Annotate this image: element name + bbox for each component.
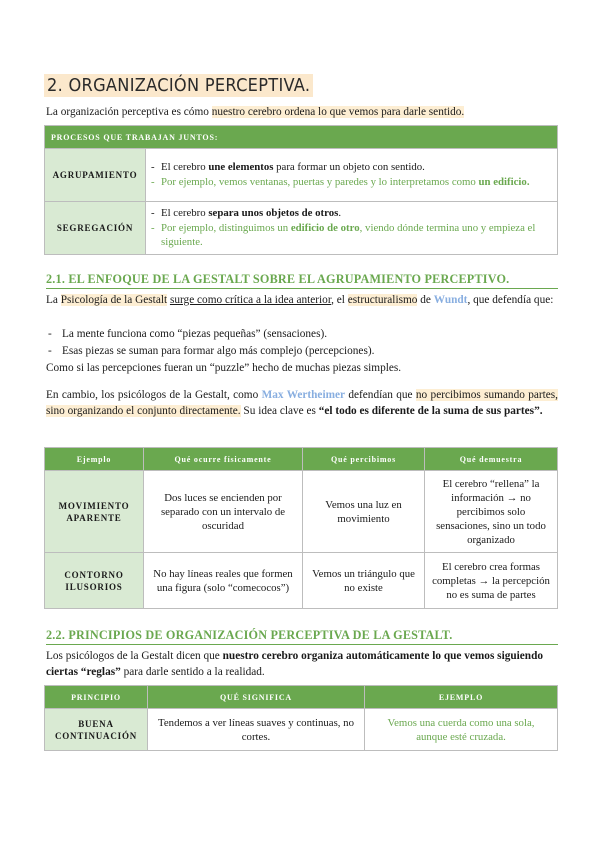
- list-item: - Esas piezas se suman para formar algo más complejo (percepciones).: [62, 343, 374, 359]
- gestalt-paragraph: [46, 292, 558, 308]
- wertheimer-name: Max Wertheimer: [261, 389, 346, 401]
- row-label-contorno: CONTORNO ILUSORIOS: [45, 553, 144, 609]
- table-cell: El cerebro “rellena” la información → no percibimos solo sensaciones, sino un todo organizado: [425, 471, 558, 553]
- wertheimer-paragraph: [46, 387, 558, 419]
- column-header: Ejemplo: [45, 448, 144, 471]
- bold-text: un edificio.: [478, 176, 530, 188]
- text: para darle sentido a la realidad.: [120, 666, 265, 678]
- table-cell: No hay líneas reales que formen una figura (solo “comecocos”): [144, 553, 303, 609]
- puzzle-paragraph: Como si las percepciones fueran un “puzzle” hecho de muchas piezas simples.: [46, 362, 402, 374]
- table-cell: Vemos una luz en movimiento: [303, 471, 425, 553]
- row-label-segregacion: SEGREGACIÓN: [45, 202, 146, 255]
- intro-text: La organización perceptiva es cómo: [46, 106, 212, 118]
- processes-table-header: PROCESOS QUE TRABAJAN JUNTOS:: [45, 126, 558, 149]
- processes-table: [44, 125, 558, 255]
- highlight-text: Psicología de la Gestalt: [60, 294, 168, 306]
- text: para formar un objeto con sentido.: [273, 160, 425, 173]
- row-content: [146, 202, 558, 255]
- table-cell: Vemos un triángulo que no existe: [303, 553, 425, 609]
- table-row: [45, 553, 558, 609]
- row-label-movimiento: MOVIMIENTO APARENTE: [45, 471, 144, 553]
- text: .: [338, 206, 342, 219]
- column-header: Qué demuestra: [425, 448, 558, 471]
- intro-paragraph: [46, 104, 558, 120]
- text: Los psicólogos de la Gestalt dicen que: [46, 650, 223, 662]
- list-item: [161, 161, 550, 175]
- text: , el: [331, 294, 348, 306]
- column-header: QUÉ SIGNIFICA: [148, 686, 365, 709]
- table-cell: Vemos una cuerda como una sola, aunque esté cruzada.: [365, 709, 558, 751]
- text: En cambio, los psicólogos de la Gestalt, como: [46, 389, 262, 401]
- section-heading-2-2: 2.2. PRINCIPIOS DE ORGANIZACIÓN PERCEPTIVA DE LA GESTALT.: [46, 628, 558, 645]
- text: Por ejemplo, vemos ventanas, puertas y paredes y lo interpretamos como: [161, 176, 479, 188]
- bold-text: nuestro cerebro organiza automáticamente lo que vemos siguiendo ciertas “reglas”: [46, 650, 544, 678]
- text: de: [417, 294, 434, 306]
- text: Su idea clave es: [240, 405, 319, 417]
- text: El cerebro: [161, 160, 209, 173]
- principles-paragraph: [46, 648, 558, 680]
- gestalt-examples-table: [44, 447, 558, 609]
- list-item: [161, 207, 550, 221]
- table-cell: El cerebro crea formas completas → la percepción no es suma de partes: [425, 553, 558, 609]
- table-row: [45, 149, 558, 202]
- text: defendían que: [345, 389, 416, 401]
- table-cell: Tendemos a ver líneas suaves y continuas, no cortes.: [148, 709, 365, 751]
- list-item: - La mente funciona como “piezas pequeñas” (sensaciones).: [62, 326, 327, 342]
- column-header: Qué ocurre físicamente: [144, 448, 303, 471]
- list-item: [161, 222, 550, 249]
- page-title: 2. ORGANIZACIÓN PERCEPTIVA.: [44, 74, 313, 97]
- column-header: EJEMPLO: [365, 686, 558, 709]
- section-heading-2-1: 2.1. EL ENFOQUE DE LA GESTALT SOBRE EL AGRUPAMIENTO PERCEPTIVO.: [46, 272, 558, 289]
- text: , que defendía que:: [467, 294, 554, 306]
- underlined-text: surge como crítica a la idea anterior: [169, 294, 332, 306]
- table-row: [45, 709, 558, 751]
- column-header: Qué percibimos: [303, 448, 425, 471]
- row-label-buena-continuacion: BUENA CONTINUACIÓN: [45, 709, 148, 751]
- principles-table: [44, 685, 558, 751]
- highlight-text: no percibimos sumando partes, sino organizando el conjunto directamente.: [46, 389, 559, 417]
- table-row: [45, 471, 558, 553]
- text: , viendo dónde termina uno y empieza el siguiente.: [161, 222, 536, 248]
- key-idea: “el todo es diferente de la suma de sus partes”.: [318, 405, 543, 417]
- highlight-text: estructuralismo: [347, 294, 418, 306]
- intro-highlight: nuestro cerebro ordena lo que vemos para darle sentido.: [211, 106, 465, 118]
- table-cell: Dos luces se encienden por separado con un intervalo de oscuridad: [144, 471, 303, 553]
- text: La: [46, 294, 61, 306]
- wundt-name: Wundt: [433, 294, 468, 306]
- list-item: [161, 176, 550, 190]
- text: Por ejemplo, distinguimos un: [161, 222, 291, 235]
- bold-text: une elementos: [208, 160, 274, 173]
- column-header: PRINCIPIO: [45, 686, 148, 709]
- table-row: [45, 202, 558, 255]
- bold-text: edificio de otro: [290, 222, 360, 235]
- row-label-agrupamiento: AGRUPAMIENTO: [45, 149, 146, 202]
- text: El cerebro: [161, 206, 209, 219]
- row-content: [146, 149, 558, 202]
- bold-text: separa unos objetos de otros: [208, 206, 339, 219]
